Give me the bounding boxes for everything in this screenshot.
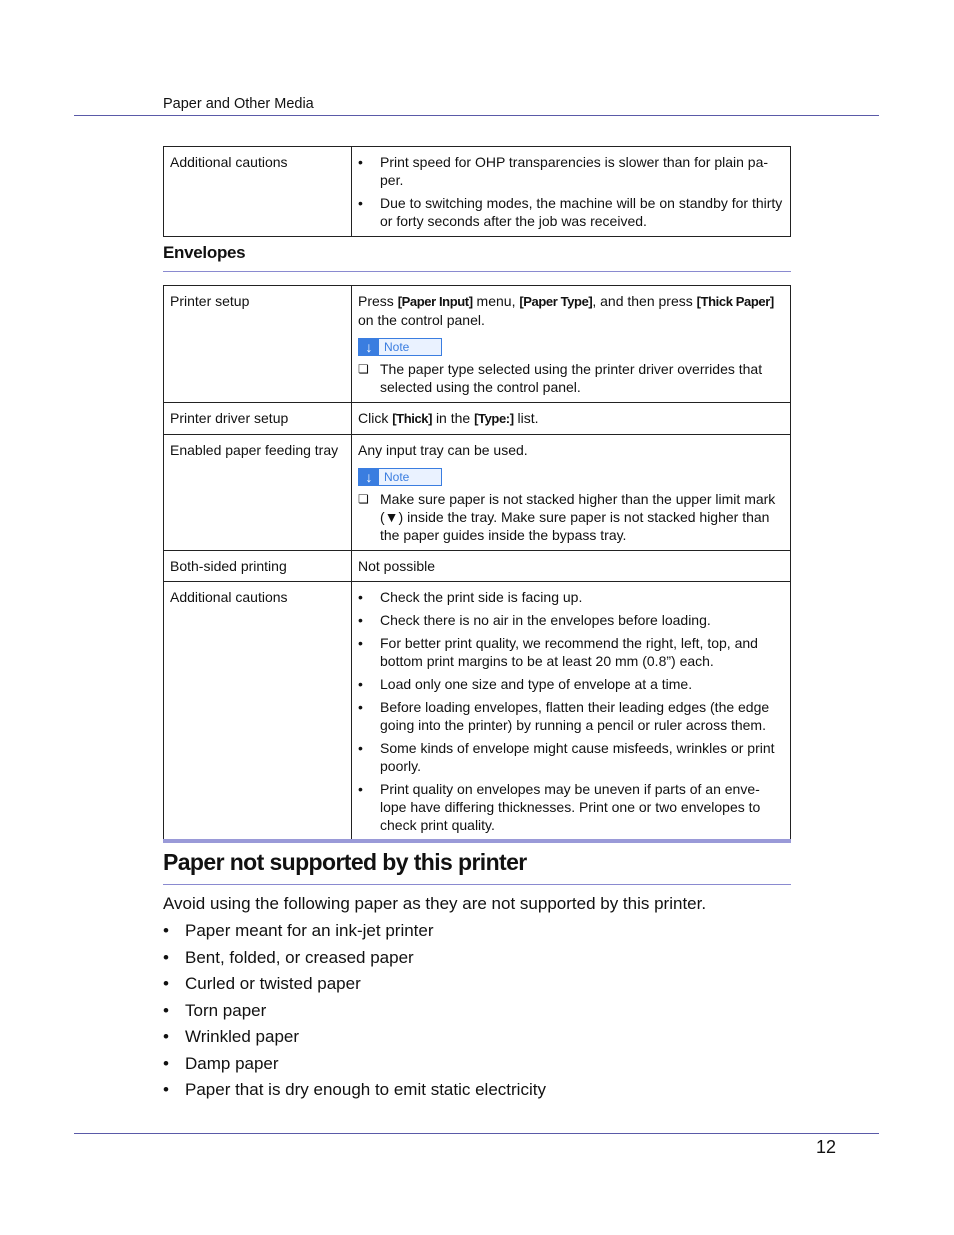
unsupported-paper-list xyxy=(163,921,791,1107)
row-label: Both-sided printing xyxy=(164,551,352,582)
row-label: Enabled paper feeding tray xyxy=(164,435,352,551)
row-value xyxy=(352,286,791,403)
section-heading: Paper not supported by this printer xyxy=(163,849,527,875)
list-item: • Some kinds of envelope might cause misfeeds, wrinkles or print poorly. xyxy=(358,739,784,775)
row-label: Additional cautions xyxy=(164,147,352,237)
row-label: Additional cautions xyxy=(164,582,352,842)
footer-rule xyxy=(74,1133,879,1134)
list-item: • Damp paper xyxy=(163,1054,791,1081)
envelopes-heading-rule xyxy=(163,271,791,272)
list-item: • Wrinkled paper xyxy=(163,1027,791,1054)
row-value xyxy=(352,582,791,842)
running-header: Paper and Other Media xyxy=(163,96,314,112)
list-item: ❏ The paper type selected using the printer driver overrides that selected using the control panel. xyxy=(358,360,784,396)
row-value: Any input tray can be used. ↓ Note ❏ Make sure paper is not stacked higher than the upper limit mark (▼) inside the tray. Make sure paper is not stacked higher than the paper guides inside the bypass tray. xyxy=(352,435,791,551)
section-heading-bar xyxy=(163,839,791,843)
header-rule xyxy=(74,115,879,116)
table-row xyxy=(164,286,791,403)
list-item: • Before loading envelopes, flatten their leading edges (the edge going into the printer) by running a pencil or ruler across them. xyxy=(358,698,784,734)
list-item: • Due to switching modes, the machine will be on standby for thirty or forty seconds after the job was received. xyxy=(358,194,784,230)
note-badge: ↓ Note xyxy=(358,468,442,486)
list-item: • Paper meant for an ink-jet printer xyxy=(163,921,791,948)
note-list xyxy=(358,490,784,544)
note-list xyxy=(358,360,784,396)
section-heading-rule xyxy=(163,884,791,885)
list-item: • For better print quality, we recommend the right, left, top, and bottom print margins to be at least 20 mm (0.8”) each. xyxy=(358,634,784,670)
list-item: • Paper that is dry enough to emit static electricity xyxy=(163,1080,791,1107)
row-value: Not possible xyxy=(352,551,791,582)
list-item: • Curled or twisted paper xyxy=(163,974,791,1001)
list-item: ❏ Make sure paper is not stacked higher than the upper limit mark (▼) inside the tray. Make sure paper is not stacked higher than the paper guides inside the bypass tray. xyxy=(358,490,784,544)
envelopes-table xyxy=(163,285,791,842)
ohp-cautions-table xyxy=(163,146,791,237)
arrow-down-icon: ↓ xyxy=(359,339,379,355)
bullet-list xyxy=(358,588,784,834)
list-item: • Print speed for OHP transparencies is slower than for plain pa-per. xyxy=(358,153,784,189)
printer-setup-instruction: Press [Paper Input] menu, [Paper Type], and then press [Thick Paper] on the control panel. xyxy=(358,293,774,328)
key-type: [Type:] xyxy=(474,411,514,426)
table-row xyxy=(164,582,791,842)
note-badge: ↓ Note xyxy=(358,338,442,356)
row-value: Click [Thick] in the [Type:] list. xyxy=(352,403,791,435)
list-item: • Check the print side is facing up. xyxy=(358,588,784,606)
table-row xyxy=(164,551,791,582)
section-intro: Avoid using the following paper as they are not supported by this printer. xyxy=(163,894,707,913)
list-item: • Bent, folded, or creased paper xyxy=(163,948,791,975)
list-item: • Check there is no air in the envelopes before loading. xyxy=(358,611,784,629)
arrow-down-icon: ↓ xyxy=(359,469,379,485)
list-item: • Load only one size and type of envelope at a time. xyxy=(358,675,784,693)
table-row xyxy=(164,403,791,435)
list-item: • Torn paper xyxy=(163,1001,791,1028)
table-row xyxy=(164,435,791,551)
key-paper-type: [Paper Type] xyxy=(519,294,593,309)
page-number: 12 xyxy=(815,1137,836,1157)
key-thick: [Thick] xyxy=(392,411,433,426)
table-row xyxy=(164,147,791,237)
row-label: Printer driver setup xyxy=(164,403,352,435)
row-value xyxy=(352,147,791,237)
row-label: Printer setup xyxy=(164,286,352,403)
key-thick-paper: [Thick Paper] xyxy=(696,294,774,309)
key-paper-input: [Paper Input] xyxy=(397,294,473,309)
envelopes-heading: Envelopes xyxy=(163,243,246,262)
list-item: • Print quality on envelopes may be uneven if parts of an enve-lope have differing thicknesses. Print one or two envelopes to check print quality. xyxy=(358,780,784,834)
bullet-list xyxy=(358,153,784,230)
